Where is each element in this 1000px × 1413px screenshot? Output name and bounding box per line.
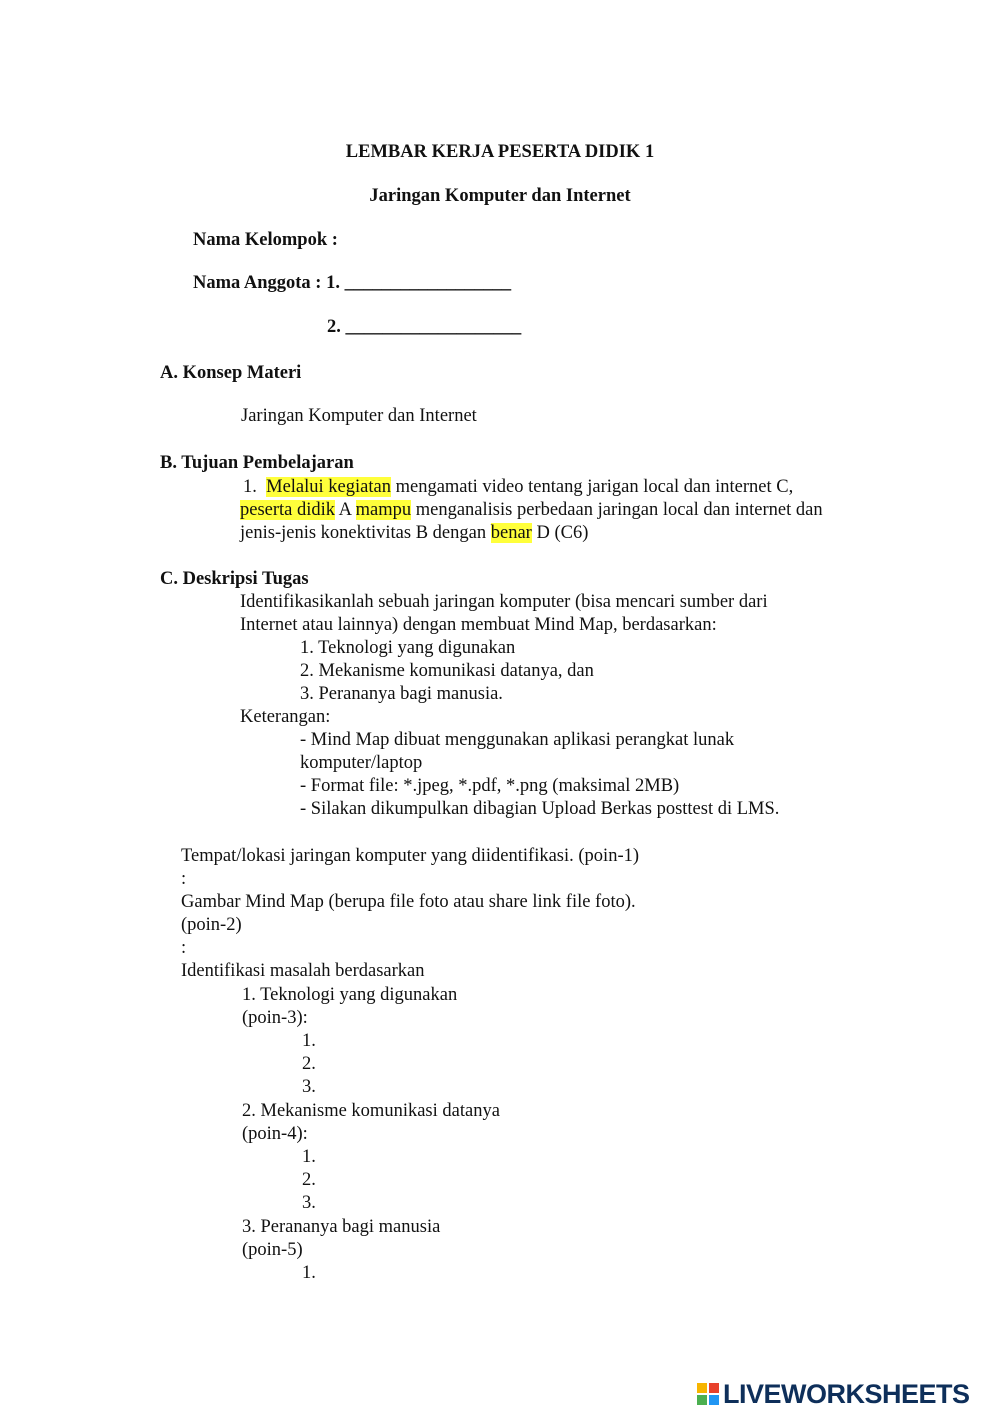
worksheet-title: LEMBAR KERJA PESERTA DIDIK 1 (345, 142, 655, 162)
sub-tech-poin: (poin-3): (242, 1008, 308, 1028)
answer-mindmap-field[interactable]: : (181, 938, 187, 958)
member-2-line: 2. ___________________ (327, 317, 522, 337)
answer-location-field[interactable]: : (181, 869, 187, 889)
logo-squares-icon (697, 1383, 719, 1405)
task-intro-line-1: Identifikasikanlah sebuah jaringan komputer (bisa mencari sumber dari (240, 592, 768, 612)
note-2: - Format file: *.jpeg, *.pdf, *.png (maksimal 2MB) (300, 776, 680, 796)
objective-text: D (C6) (531, 523, 589, 543)
note-1: - Mind Map dibuat menggunakan aplikasi perangkat lunak (300, 730, 735, 750)
section-b-heading: B. Tujuan Pembelajaran (160, 453, 354, 473)
notes-label: Keterangan: (240, 707, 331, 727)
task-item-2: 2. Mekanisme komunikasi datanya, dan (300, 661, 594, 681)
highlight-peserta-didik: peserta didik (240, 500, 336, 520)
objective-number: 1. (243, 477, 267, 497)
worksheet-subtitle: Jaringan Komputer dan Internet (369, 186, 631, 206)
sub-role-title: 3. Perananya bagi manusia (242, 1217, 441, 1237)
objective-text: jenis-jenis konektivitas B dengan (240, 523, 491, 543)
note-1-cont: komputer/laptop (300, 753, 423, 773)
answer-tech-2[interactable]: 2. (302, 1054, 316, 1074)
question-identification: Identifikasi masalah berdasarkan (181, 961, 425, 981)
section-a-body: Jaringan Komputer dan Internet (241, 406, 477, 426)
answer-role-1[interactable]: 1. (302, 1263, 316, 1283)
section-c-heading: C. Deskripsi Tugas (160, 569, 309, 589)
answer-comm-3[interactable]: 3. (302, 1193, 316, 1213)
logo-square-2 (709, 1383, 719, 1393)
answer-comm-2[interactable]: 2. (302, 1170, 316, 1190)
objective-line-1 (243, 476, 793, 499)
logo-square-4 (709, 1395, 719, 1405)
sub-comm-title: 2. Mekanisme komunikasi datanya (242, 1101, 500, 1121)
highlight-benar: benar (490, 523, 532, 543)
answer-tech-1[interactable]: 1. (302, 1031, 316, 1051)
question-location: Tempat/lokasi jaringan komputer yang diidentifikasi. (poin-1) (181, 846, 640, 866)
task-item-1: 1. Teknologi yang digunakan (300, 638, 516, 658)
highlight-mampu: mampu (355, 500, 412, 520)
liveworksheets-logo (697, 1378, 970, 1410)
objective-line-3 (240, 522, 588, 545)
task-intro-line-2: Internet atau lainnya) dengan membuat Mind Map, berdasarkan: (240, 615, 717, 635)
highlight-melalui-kegiatan: Melalui kegiatan (266, 477, 391, 497)
section-a-heading: A. Konsep Materi (160, 363, 302, 383)
members-label: Nama Anggota : 1. __________________ (193, 273, 512, 293)
objective-text: menganalisis perbedaan jaringan local dan internet dan (411, 500, 823, 520)
logo-text: LIVEWORKSHEETS (723, 1378, 970, 1409)
group-name-label: Nama Kelompok : (193, 230, 338, 250)
answer-tech-3[interactable]: 3. (302, 1077, 316, 1097)
sub-role-poin: (poin-5) (242, 1240, 303, 1260)
task-item-3: 3. Perananya bagi manusia. (300, 684, 503, 704)
question-mindmap: Gambar Mind Map (berupa file foto atau share link file foto). (181, 892, 636, 912)
objective-text: mengamati video tentang jarigan local dan internet C, (390, 477, 794, 497)
objective-line-2 (240, 499, 823, 522)
sub-comm-poin: (poin-4): (242, 1124, 308, 1144)
sub-tech-title: 1. Teknologi yang digunakan (242, 985, 458, 1005)
note-3: - Silakan dikumpulkan dibagian Upload Berkas posttest di LMS. (300, 799, 780, 819)
logo-square-3 (697, 1395, 707, 1405)
logo-square-1 (697, 1383, 707, 1393)
question-mindmap-poin: (poin-2) (181, 915, 242, 935)
objective-text: A (335, 500, 356, 520)
answer-comm-1[interactable]: 1. (302, 1147, 316, 1167)
